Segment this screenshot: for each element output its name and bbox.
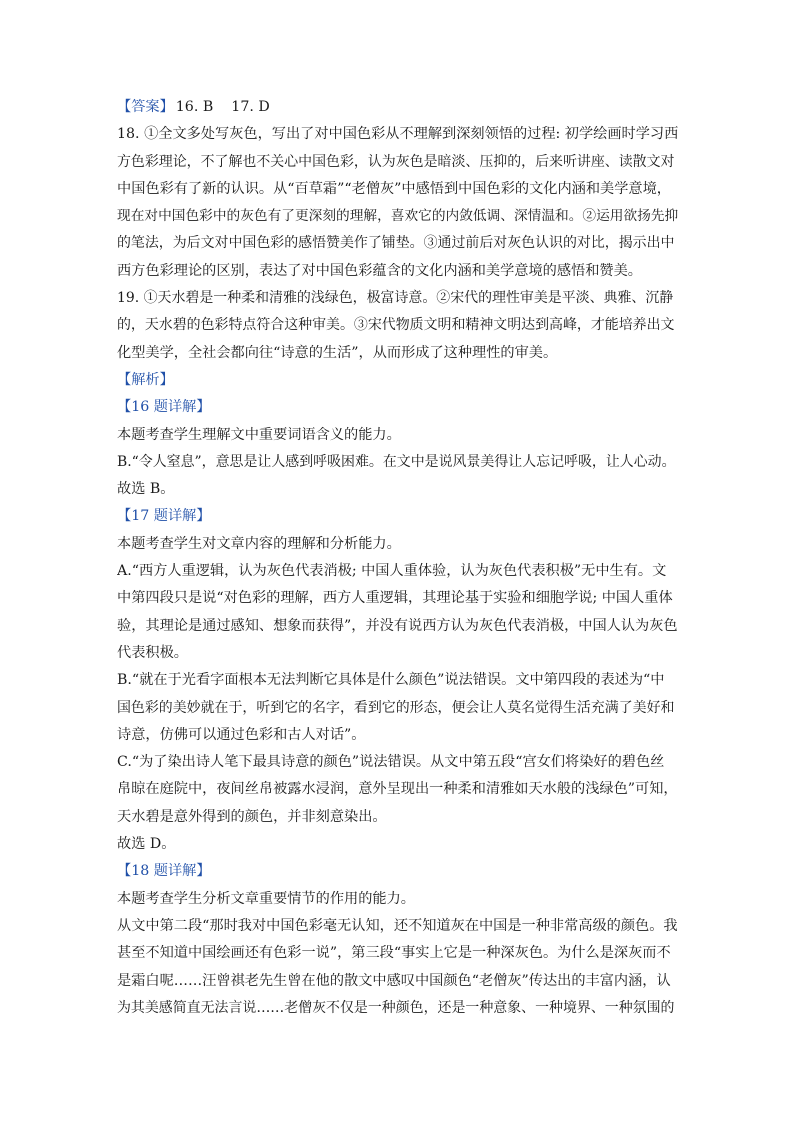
text-line: 故选 B。 [117, 481, 175, 498]
text-line: 方色彩理论，不了解也不关心中国色彩，认为灰色是暗淡、压抑的，后来听讲座、读散文对 [117, 153, 675, 170]
text-line: 的，天水碧的色彩特点符合这种审美。③宋代物质文明和精神文明达到高峰，才能培养出文 [117, 317, 675, 334]
text-line: 国色彩的美妙就在于，听到它的名字，看到它的形态，便会让人莫名觉得生活充满了美好和 [117, 699, 675, 716]
text-line: 西方色彩理论的区别，表达了对中国色彩蕴含的文化内涵和美学意境的感悟和赞美。 [117, 262, 642, 279]
text-line: 是霜白呢……汪曾祺老先生曾在他的散文中感叹中国颜色“老僧灰”传达出的丰富内涵，认 [117, 972, 671, 989]
answer-text: 16. B 17. D [175, 99, 270, 115]
detail-17 [117, 503, 679, 858]
detail-18 [117, 858, 679, 1022]
text-line: 18. ①全文多处写灰色，写出了对中国色彩从不理解到深刻领悟的过程: 初学绘画时学习西 [117, 126, 679, 143]
text-line: 中国色彩有了新的认识。从“百草霜”“老僧灰”中感悟到中国色彩的文化内涵和美学意境， [117, 180, 671, 197]
text-line: B.“就在于光看字面根本无法判断它具体是什么颜色”说法错误。文中第四段的表述为“中 [117, 672, 665, 689]
text-line: B.“令人窒息”，意思是让人感到呼吸困难。在文中是说风景美得让人忘记呼吸，让人心动。 [117, 453, 676, 470]
analysis-tag: 【解析】 [117, 371, 174, 388]
text-line: A.“西方人重逻辑，认为灰色代表消极; 中国人重体验，认为灰色代表积极”无中生有。文 [117, 563, 667, 580]
answer-tag: 【答案】 [117, 99, 174, 115]
text-line: 本题考查学生分析文章重要情节的作用的能力。 [117, 890, 415, 907]
text-line: 诗意，仿佛可以通过色彩和古人对话”。 [117, 726, 366, 743]
text-line: 甚至不知道中国绘画还有色彩一说”，第三段“事实上它是一种深灰色。为什么是深灰而不 [117, 945, 671, 962]
answer-section [117, 94, 679, 1022]
text-line: 故选 D。 [117, 836, 176, 853]
answer-line [117, 94, 679, 121]
text-line: 中第四段只是说“对色彩的理解，西方人重逻辑，其理论基于实验和细胞学说; 中国人重体 [117, 590, 673, 607]
question-19-answer [117, 285, 679, 367]
text-line: 化型美学，全社会都向往“诗意的生活”，从而形成了这种理性的审美。 [117, 344, 558, 361]
question-18-answer [117, 121, 679, 285]
text-line: 19. ①天水碧是一种柔和清雅的浅绿色，极富诗意。②宋代的理性审美是平淡、典雅、沉静 [117, 290, 674, 307]
text-line: 天水碧是意外得到的颜色，并非刻意染出。 [117, 808, 387, 825]
text-line: 验，其理论是通过感知、想象而获得”，并没有说西方认为灰色代表消极，中国人认为灰色 [117, 617, 678, 634]
text-line: 的笔法，为后文对中国色彩的感悟赞美作了铺垫。③通过前后对灰色认识的对比，揭示出中 [117, 235, 675, 252]
detail-17-tag: 【17 题详解】 [117, 508, 211, 525]
text-line: 代表积极。 [117, 644, 188, 661]
text-line: 从文中第二段“那时我对中国色彩毫无认知，还不知道灰在中国是一种非常高级的颜色。我 [117, 917, 678, 934]
text-line: 本题考查学生理解文中重要词语含义的能力。 [117, 426, 401, 443]
detail-18-tag: 【18 题详解】 [117, 863, 211, 880]
detail-16 [117, 394, 679, 503]
text-line: 帛晾在庭院中，夜间丝帛被露水浸润，意外呈现出一种柔和清雅如天水般的浅绿色”可知， [117, 781, 678, 798]
text-line: 本题考查学生对文章内容的理解和分析能力。 [117, 535, 401, 552]
text-line: C.“为了染出诗人笔下最具诗意的颜色”说法错误。从文中第五段“宫女们将染好的碧色丝 [117, 754, 665, 771]
text-line: 现在对中国色彩中的灰色有了更深刻的理解，喜欢它的内敛低调、深情温和。②运用欲扬先抑 [117, 208, 679, 225]
text-line: 为其美感简直无法言说……老僧灰不仅是一种颜色，还是一种意象、一种境界、一种氛围的 [117, 999, 675, 1016]
detail-16-tag: 【16 题详解】 [117, 399, 211, 416]
